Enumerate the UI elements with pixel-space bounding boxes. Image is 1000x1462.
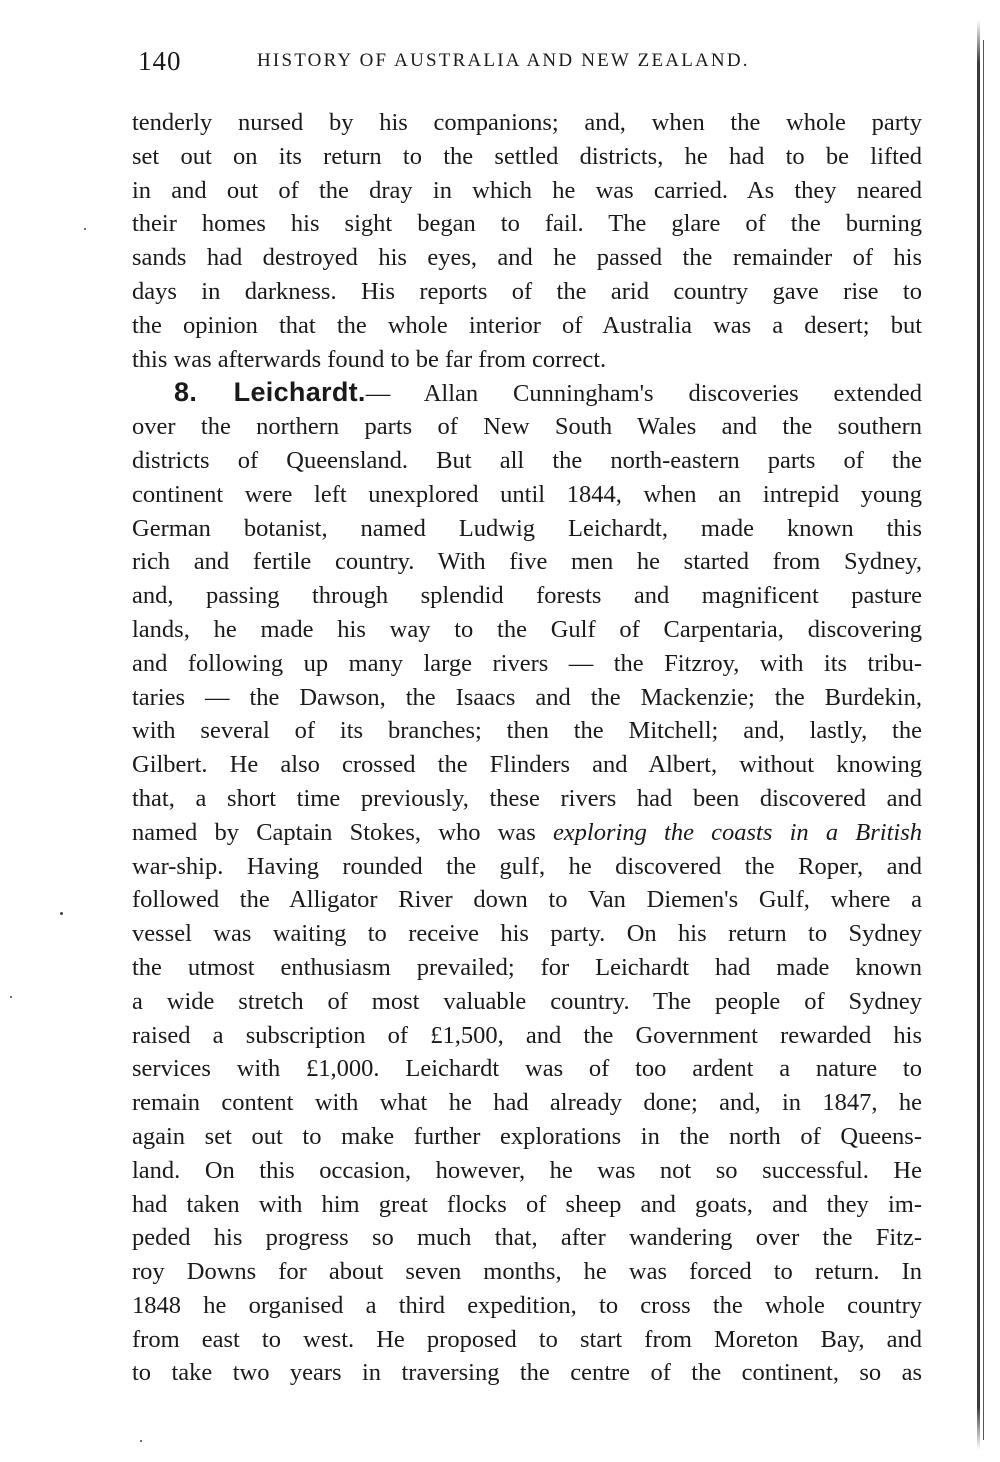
- text-line: land. On this occasion, however, he was not so successful. He: [132, 1156, 922, 1184]
- text-line: rich and fertile country. With five men he started from Sydney,: [132, 548, 922, 576]
- text-line: peded his progress so much that, after wandering over the Fitz-: [132, 1224, 922, 1252]
- text-line: had taken with him great flocks of sheep and goats, and they im-: [132, 1190, 922, 1218]
- paragraph-1: [132, 106, 922, 376]
- text-line: this was afterwards found to be far from correct.: [132, 345, 607, 373]
- text-line: over the northern parts of New South Wales and the southern: [132, 413, 922, 441]
- text-line: German botanist, named Ludwig Leichardt, made known this: [132, 514, 922, 542]
- text-line: taries — the Dawson, the Isaacs and the Mackenzie; the Burdekin,: [132, 683, 922, 711]
- text-italic-part: exploring the coasts in a British: [552, 818, 922, 846]
- text-line: services with £1,000. Leichardt was of too ardent a nature to: [132, 1055, 922, 1083]
- text-line: days in darkness. His reports of the arid country gave rise to: [132, 277, 922, 305]
- text-line: roy Downs for about seven months, he was forced to return. In: [132, 1258, 922, 1286]
- text-line: raised a subscription of £1,500, and the Government rewarded his: [132, 1021, 922, 1049]
- text-line: lands, he made his way to the Gulf of Carpentaria, discovering: [132, 615, 922, 643]
- text-line: sands had destroyed his eyes, and he passed the remainder of his: [132, 244, 922, 272]
- text-line: tenderly nursed by his companions; and, when the whole party: [132, 109, 922, 136]
- scan-speck: [140, 1440, 142, 1442]
- text-line: and, passing through splendid forests and magnificent pasture: [132, 582, 922, 610]
- text-line: Gilbert. He also crossed the Flinders and Albert, without knowing: [132, 751, 922, 779]
- text-line: the opinion that the whole interior of Australia was a desert; but: [132, 311, 922, 339]
- body-text: [132, 106, 922, 1390]
- section-leichardt: [132, 376, 922, 1390]
- text-line: vessel was waiting to receive his party. On his return to Sydney: [132, 920, 922, 948]
- running-head-title: HISTORY OF AUSTRALIA AND NEW ZEALAND.: [257, 50, 750, 71]
- page-number: 140: [138, 46, 182, 76]
- page-binding-edge: [977, 20, 980, 1450]
- text-line: 1848 he organised a third expedition, to cross the whole country: [132, 1291, 922, 1319]
- text-line: to take two years in traversing the centre of the continent, so as: [132, 1359, 922, 1387]
- text-line: again set out to make further explorations in the north of Queens-: [132, 1122, 922, 1150]
- scan-speck: [10, 996, 12, 998]
- text-line: with several of its branches; then the Mitchell; and, lastly, the: [132, 717, 922, 745]
- running-head: [132, 46, 922, 82]
- text-line: that, a short time previously, these rivers had been discovered and: [132, 784, 922, 812]
- text-roman-part: named by Captain Stokes, who was: [132, 818, 553, 846]
- text-line: continent were left unexplored until 1844, when an intrepid young: [132, 480, 922, 508]
- text-line: war-ship. Having rounded the gulf, he discovered the Roper, and: [132, 852, 922, 880]
- section-heading: 8. Leichardt.: [174, 377, 366, 408]
- text-line: the utmost enthusiasm prevailed; for Leichardt had made known: [132, 953, 922, 981]
- section-first-line-text: — Allan Cunningham's discoveries extended: [365, 380, 922, 408]
- text-line: in and out of the dray in which he was carried. As they neared: [132, 176, 922, 204]
- text-line: remain content with what he had already done; and, in 1847, he: [132, 1089, 922, 1117]
- scan-speck: [84, 228, 86, 230]
- text-line: from east to west. He proposed to start from Moreton Bay, and: [132, 1325, 922, 1353]
- text-line: followed the Alligator River down to Van Diemen's Gulf, where a: [132, 886, 922, 914]
- text-line: their homes his sight began to fail. The glare of the burning: [132, 210, 922, 238]
- text-line: set out on its return to the settled districts, he had to be lifted: [132, 142, 922, 170]
- text-line: a wide stretch of most valuable country. The people of Sydney: [132, 987, 922, 1015]
- page-binding-edge-thin: [983, 40, 984, 1440]
- text-line: districts of Queensland. But all the north-eastern parts of the: [132, 446, 922, 474]
- text-line: and following up many large rivers — the Fitzroy, with its tribu-: [132, 649, 922, 677]
- text-line-with-italic: [132, 816, 922, 850]
- scan-speck: [60, 912, 63, 915]
- section-first-line: [132, 376, 922, 410]
